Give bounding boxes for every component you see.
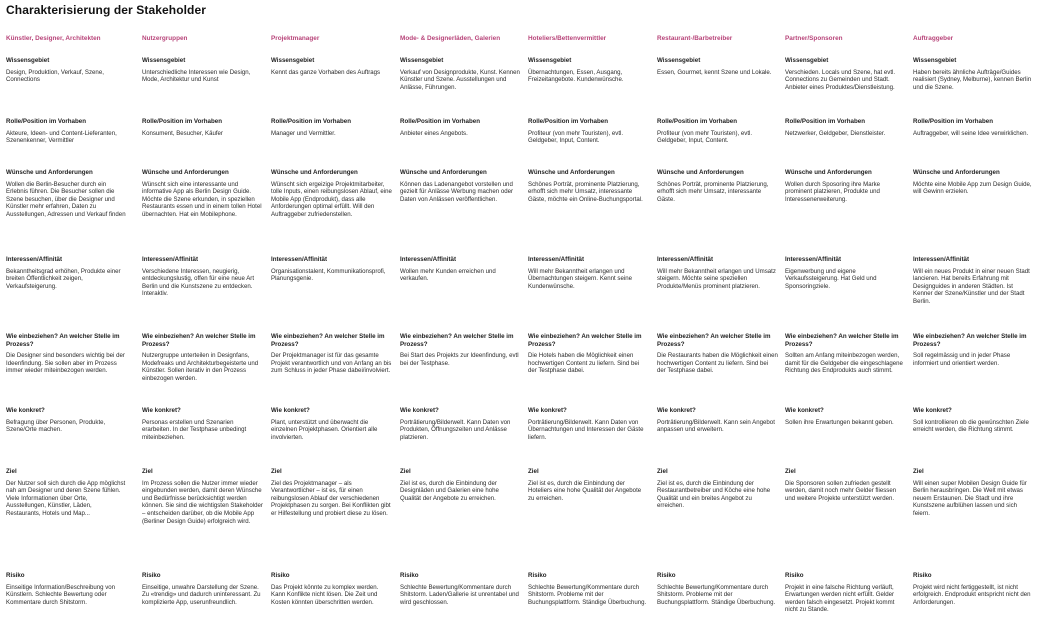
section-konkret: [6, 407, 127, 434]
section-text: Einseitige, unwahre Darstellung der Szene. Zu «trendig» und dadurch uninteressant. Zu komplizierte App, userunfreundlich.: [142, 583, 261, 606]
section-text: Haben bereits ähnliche Aufträge/Guides realisiert (Sydney, Melburne), kennen Berlin und die Szene.: [913, 68, 1032, 91]
section-label: Wie einbeziehen? An welcher Stelle im Prozess?: [913, 333, 1027, 348]
section-text: Schlechte Bewertung/Kommentare durch Shitstorm. Probleme mit der Buchungsplattform. Ständige Überbuchung.: [657, 583, 776, 606]
section-text: Im Prozess sollen die Nutzer immer wieder eingebunden werden, damit deren Wünsche und Bedürfnisse berücksichtigt werden können. Sie sind die wichtigsten Stakeholder – entscheiden darüber, ob die Mobile App (Berliner Design Guide) erfolgreich wird.: [142, 479, 263, 525]
section-risiko: [785, 572, 906, 614]
section-konkret: [528, 407, 649, 441]
section-label: Wissensgebiet: [528, 57, 572, 64]
column-header: Restaurant-/Barbetreiber: [657, 35, 733, 42]
page-title: Charakterisierung der Stakeholder: [6, 3, 207, 17]
section-konkret: [142, 407, 263, 441]
section-risiko: [6, 572, 127, 606]
section-label: Wie einbeziehen? An welcher Stelle im Prozess?: [142, 333, 256, 348]
section-text: Plant, unterstützt und überwacht die einzelnen Projektphasen. Orientiert alle involvierten.: [271, 418, 378, 441]
section-text: Essen, Gourmet, kennt Szene und Lokale.: [657, 68, 772, 76]
section-text: Der Nutzer soll sich durch die App möglichst nah am Designer und deren Szene fühlen. Viele Informationen über Orte, Ausstellungen, Künstler, Läden, Restaurants, Hotels und Map...: [6, 479, 126, 517]
section-label: Wie konkret?: [142, 407, 181, 414]
stakeholder-column: [271, 0, 392, 643]
section-label: Wünsche und Anforderungen: [271, 169, 358, 176]
section-wuensche: [142, 169, 263, 219]
section-label: Ziel: [657, 468, 668, 475]
section-einbeziehen: [528, 333, 649, 375]
section-label: Interessen/Affinität: [528, 256, 585, 263]
section-label: Wie einbeziehen? An welcher Stelle im Prozess?: [657, 333, 771, 348]
section-label: Wünsche und Anforderungen: [785, 169, 872, 176]
section-text: Sollen ihre Erwartungen bekannt geben.: [785, 418, 894, 426]
section-einbeziehen: [142, 333, 263, 383]
section-text: Konsument, Besucher, Käufer: [142, 129, 223, 137]
section-text: Nutzergruppe unterteilen in Designfans, Modefreaks und Architekturbegeisterte und Künstler. Sollen iterativ in den Prozess einbezogen werden.: [142, 352, 259, 382]
section-wuensche: [913, 169, 1034, 196]
section-risiko: [528, 572, 649, 606]
section-label: Wie konkret?: [271, 407, 310, 414]
section-text: Befragung über Personen, Produkte, Szene/Orte machen.: [6, 418, 106, 434]
section-label: Risiko: [785, 572, 804, 579]
section-ziel: [528, 468, 649, 502]
section-wissen: [271, 57, 392, 76]
section-label: Wie konkret?: [657, 407, 696, 414]
section-risiko: [400, 572, 521, 606]
section-label: Interessen/Affinität: [142, 256, 199, 263]
section-einbeziehen: [271, 333, 392, 375]
section-risiko: [913, 572, 1034, 606]
section-label: Rolle/Position im Vorhaben: [6, 118, 86, 125]
section-wissen: [528, 57, 649, 84]
column-header: Auftraggeber: [913, 35, 954, 42]
section-wuensche: [785, 169, 906, 203]
section-interessen: [142, 256, 263, 298]
section-label: Interessen/Affinität: [271, 256, 328, 263]
stakeholder-column: [400, 0, 521, 643]
section-label: Ziel: [400, 468, 411, 475]
column-header: Projektmanager: [271, 35, 320, 42]
section-label: Wie einbeziehen? An welcher Stelle im Prozess?: [271, 333, 385, 348]
section-label: Wie konkret?: [400, 407, 439, 414]
section-wissen: [400, 57, 521, 91]
section-text: Kennt das ganze Vorhaben des Auftrags: [271, 68, 381, 76]
section-label: Risiko: [400, 572, 419, 579]
section-label: Ziel: [528, 468, 539, 475]
section-text: Ziel ist es, durch die Einbindung der Designläden und Galerien eine hohe Qualität der Angebote zu erreichen.: [400, 479, 499, 502]
section-label: Wünsche und Anforderungen: [913, 169, 1000, 176]
section-text: Ziel ist es, durch die Einbindung der Hoteliers eine hohe Qualität der Angebote zu erreichen.: [528, 479, 642, 502]
section-rolle: [528, 118, 649, 145]
section-text: Soll kontrollieren ob die gewünschten Ziele erreicht werden, die Richtung stimmt.: [913, 418, 1029, 434]
section-text: Bekanntheitsgrad erhöhen, Produkte einer breiten Öffentlichkeit zeigen, Verkaufsteigerung.: [6, 267, 121, 290]
section-einbeziehen: [6, 333, 127, 375]
section-text: Möchte eine Mobile App zum Design Guide, will Gewinn erzielen.: [913, 180, 1032, 196]
section-wissen: [785, 57, 906, 91]
column-header: Hoteliers/Bettenvermittler: [528, 35, 607, 42]
section-label: Rolle/Position im Vorhaben: [657, 118, 737, 125]
section-einbeziehen: [657, 333, 778, 375]
section-text: Design, Produktion, Verkauf, Szene, Connections: [6, 68, 104, 84]
section-label: Wünsche und Anforderungen: [657, 169, 744, 176]
section-text: Ziel des Projektmanager – als Verantwortlicher – ist es, für einen reibungslosen Ablauf der verschiedenen Projektphasen zu sorgen. Bei Konflikten gibt er Hilfestellung und probiert diese zu lösen.: [271, 479, 391, 517]
section-label: Rolle/Position im Vorhaben: [785, 118, 865, 125]
section-text: Können das Ladenangebot vorstellen und gezielt für Anlässe Werbung machen oder Daten von Anlässen veröffentlichen.: [400, 180, 514, 203]
section-label: Wie konkret?: [913, 407, 952, 414]
column-header: Künstler, Designer, Architekten: [6, 35, 101, 42]
section-rolle: [271, 118, 392, 137]
section-interessen: [913, 256, 1034, 306]
section-konkret: [271, 407, 392, 441]
section-text: Ziel ist es, durch die Einbindung der Restaurantbetreiber und Köche eine hohe Qualität und ein breites Angebot zu erreichen.: [657, 479, 771, 510]
section-wissen: [657, 57, 778, 76]
section-text: Manager und Vermittler.: [271, 129, 336, 137]
section-rolle: [142, 118, 263, 137]
section-text: Wünscht sich eine interessante und informative App als Berlin Design Guide. Möchte die Szene erkunden, in speziellen Restaurants essen und in einem tollen Hotel übernachten. Hat ein Mobilephone.: [142, 180, 262, 218]
section-text: Porträtierung/Bilderwelt. Kann Daten von Übernachtungen und Interessen der Gäste liefern.: [528, 418, 644, 441]
section-ziel: [785, 468, 906, 502]
section-label: Risiko: [271, 572, 290, 579]
section-text: Das Projekt könnte zu komplex werden. Kann Konflikte nicht lösen. Die Zeit und Kosten könnten überschritten werden.: [271, 583, 379, 606]
section-label: Rolle/Position im Vorhaben: [400, 118, 480, 125]
section-label: Wissensgebiet: [657, 57, 701, 64]
section-label: Ziel: [785, 468, 796, 475]
section-label: Ziel: [142, 468, 153, 475]
section-interessen: [6, 256, 127, 290]
section-label: Risiko: [657, 572, 676, 579]
section-wissen: [6, 57, 127, 84]
section-text: Schlechte Bewertung/Kommentare durch Shitstorm. Laden/Gallerie ist unrentabel und wird geschlossen.: [400, 583, 519, 606]
section-label: Risiko: [6, 572, 25, 579]
section-label: Rolle/Position im Vorhaben: [528, 118, 608, 125]
section-text: Profiteur (von mehr Touristen), evtl. Geldgeber, Input, Content.: [657, 129, 753, 145]
section-ziel: [271, 468, 392, 518]
section-wuensche: [6, 169, 127, 219]
section-risiko: [142, 572, 263, 606]
section-label: Interessen/Affinität: [400, 256, 457, 263]
section-label: Wünsche und Anforderungen: [528, 169, 615, 176]
section-label: Wünsche und Anforderungen: [400, 169, 487, 176]
section-rolle: [657, 118, 778, 145]
section-text: Unterschiedliche Interessen wie Design, Mode, Architektur und Kunst: [142, 68, 251, 84]
section-interessen: [785, 256, 906, 290]
section-label: Interessen/Affinität: [6, 256, 63, 263]
section-text: Akteure, Ideen- und Content-Lieferanten, Szenenkenner, Vermittler: [6, 129, 117, 145]
section-text: Verschiedene Interessen, neugierig, entdeckungslustig, offen für eine neue Art Berlin und die Kunstszene zu entdecken. Interaktiv.: [142, 267, 255, 298]
section-text: Netzwerker, Geldgeber, Dienstleister.: [785, 129, 886, 137]
section-text: Will einen super Mobilen Design Guide für Berlin herausbringen. Die Welt mit etwas neuem Erstaunen. Die Stadt und ihre Kunstszene aufblühen lassen und sich feiern.: [913, 479, 1027, 517]
section-text: Auftraggeber, will seine Idee verwirklichen.: [913, 129, 1029, 137]
section-label: Wie einbeziehen? An welcher Stelle im Prozess?: [528, 333, 642, 348]
section-label: Risiko: [142, 572, 161, 579]
section-text: Will mehr Bekanntheit erlangen und Umsatz steigern. Möchte seine speziellen Produkte/Menüs prominent platzieren.: [657, 267, 776, 290]
section-konkret: [400, 407, 521, 441]
section-text: Einseitige Information/Beschreibung von Künstlern. Schlechte Bewertung oder Kommentare durch Shitstorm.: [6, 583, 116, 606]
section-konkret: [785, 407, 906, 426]
stakeholder-column: [6, 0, 127, 643]
section-text: Bei Start des Projekts zur Ideenfindung, evtl bei der Testphase.: [400, 352, 519, 367]
section-label: Wünsche und Anforderungen: [142, 169, 229, 176]
section-text: Der Projektmanager ist für das gesamte Projekt verantwortlich und von Anfang an bis zum Schluss in jeder Phase dabei/involviert.: [271, 352, 392, 375]
section-wuensche: [271, 169, 392, 219]
section-konkret: [913, 407, 1034, 434]
section-label: Wissensgebiet: [400, 57, 444, 64]
section-ziel: [913, 468, 1034, 518]
section-text: Die Designer sind besonders wichtig bei der Ideenfindung. Sie sollen aber im Prozess immer wieder miteinbezogen werden.: [6, 352, 125, 375]
section-label: Wissensgebiet: [913, 57, 957, 64]
section-label: Ziel: [271, 468, 282, 475]
column-header: Mode- & Designerläden, Galerien: [400, 35, 501, 42]
section-text: Die Restaurants haben die Möglichkeit einen hochwertigen Content zu liefern. Sind bei der Testphase dabei.: [657, 352, 778, 375]
section-ziel: [400, 468, 521, 502]
section-wuensche: [400, 169, 521, 203]
section-label: Ziel: [6, 468, 17, 475]
column-header: Nutzergruppen: [142, 35, 188, 42]
section-text: Soll regelmässig und in jeder Phase informiert und orientiert werden.: [913, 352, 1011, 367]
section-ziel: [142, 468, 263, 525]
column-header: Partner/Sponsoren: [785, 35, 843, 42]
section-label: Wissensgebiet: [271, 57, 315, 64]
section-text: Projekt in eine falsche Richtung verläuft, Erwartungen werden nicht erfüllt. Gelder werden falsch eingesetzt. Projekt kommt nicht zu Stande.: [785, 583, 895, 614]
section-label: Rolle/Position im Vorhaben: [913, 118, 993, 125]
section-risiko: [657, 572, 778, 606]
section-label: Wie konkret?: [785, 407, 824, 414]
section-interessen: [271, 256, 392, 283]
stakeholder-column: [142, 0, 263, 643]
section-text: Organisationstalent, Kommunikationsprofi, Planungsgenie.: [271, 267, 386, 283]
section-text: Wollen die Berlin-Besucher durch ein Erlebnis führen. Die Besucher sollen die Szene besuchen, über die Designer und Künstler mehr erfahren, Daten zu Ausstellungen, Adressen und Verkauf finden: [6, 180, 126, 218]
section-label: Interessen/Affinität: [785, 256, 842, 263]
section-text: Porträtierung/Bilderwelt. Kann Daten von Produkten, Öffnungszeiten und Anlässe platzieren.: [400, 418, 511, 441]
section-wissen: [913, 57, 1034, 91]
section-text: Wollen durch Sposoring ihre Marke prominent platzieren, Produkte und Interessenerweiterung.: [785, 180, 881, 203]
section-text: Will mehr Bekanntheit erlangen und Übernachtungen steigern. Kennt seine Kundenwünsche.: [528, 267, 633, 290]
section-ziel: [657, 468, 778, 510]
section-einbeziehen: [913, 333, 1034, 367]
section-text: Schönes Porträt, prominente Platzierung, erhofft sich mehr Umsatz, interessante Gäste.: [657, 180, 769, 203]
section-rolle: [913, 118, 1034, 137]
section-rolle: [6, 118, 127, 145]
section-interessen: [528, 256, 649, 290]
section-text: Porträtierung/Bilderwelt. Kann sein Angebot anpassen und erweitern.: [657, 418, 775, 434]
section-label: Wissensgebiet: [6, 57, 50, 64]
section-label: Ziel: [913, 468, 924, 475]
section-rolle: [400, 118, 521, 137]
section-text: Eigenwerbung und eigene Verkaufssteigerung. Hat Geld und Sponsoringziele.: [785, 267, 877, 290]
section-text: Übernachtungen, Essen, Ausgang, Freizeitangebote. Kundenwünsche.: [528, 68, 624, 84]
stakeholder-column: [785, 0, 906, 643]
section-label: Risiko: [913, 572, 932, 579]
stakeholder-column: [528, 0, 649, 643]
section-label: Wissensgebiet: [142, 57, 186, 64]
section-text: Projekt wird nicht fertiggestellt, ist nicht erfolgreich. Endprodukt entspricht nicht den Anforderungen.: [913, 583, 1031, 606]
stakeholder-column: [913, 0, 1034, 643]
section-label: Rolle/Position im Vorhaben: [271, 118, 351, 125]
section-label: Wie konkret?: [528, 407, 567, 414]
section-text: Wollen mehr Kunden erreichen und verkaufen.: [400, 267, 496, 283]
section-einbeziehen: [400, 333, 521, 367]
section-label: Wie konkret?: [6, 407, 45, 414]
section-text: Profiteur (von mehr Touristen), evtl. Geldgeber, Input, Content.: [528, 129, 624, 145]
section-wuensche: [657, 169, 778, 203]
section-wissen: [142, 57, 263, 84]
section-risiko: [271, 572, 392, 606]
section-text: Verschieden. Locals und Szene, hat evtl. Connections zu Gemeinden und Stadt. Anbieter eines Produktes/Dienstleistung.: [785, 68, 896, 91]
section-text: Die Hotels haben die Möglichkeit einen hochwertigen Content zu liefern. Sind bei der Testphase dabei.: [528, 352, 640, 375]
section-label: Wünsche und Anforderungen: [6, 169, 93, 176]
section-label: Wie einbeziehen? An welcher Stelle im Prozess?: [6, 333, 120, 348]
section-label: Rolle/Position im Vorhaben: [142, 118, 222, 125]
section-label: Wie einbeziehen? An welcher Stelle im Prozess?: [785, 333, 899, 348]
section-interessen: [657, 256, 778, 290]
section-label: Interessen/Affinität: [913, 256, 970, 263]
section-label: Wie einbeziehen? An welcher Stelle im Prozess?: [400, 333, 514, 348]
section-interessen: [400, 256, 521, 283]
section-ziel: [6, 468, 127, 518]
section-text: Die Sponsoren sollen zufrieden gestellt werden, damit noch mehr Gelder fliessen und weitere Projekte unterstützt werden.: [785, 479, 897, 502]
section-label: Wissensgebiet: [785, 57, 829, 64]
section-einbeziehen: [785, 333, 906, 375]
section-rolle: [785, 118, 906, 137]
stakeholder-column: [657, 0, 778, 643]
section-wuensche: [528, 169, 649, 203]
section-label: Risiko: [528, 572, 547, 579]
section-text: Will ein neues Produkt in einer neuen Stadt lancieren. Hat bereits Erfahrung mit Designguides in anderen Städten. Ist Kenner der Szene/Künstler und der Stadt Berlin.: [913, 267, 1030, 305]
section-text: Schlechte Bewertung/Kommentare durch Shitstorm. Probleme mit der Buchungsplattform. Ständige Überbuchung.: [528, 583, 647, 606]
section-konkret: [657, 407, 778, 434]
section-text: Wünscht sich ergeizige Projektmitarbeiter, tolle Inputs, einen reibungslosen Ablauf, eine Mobile App (Endprodukt), dass alle Anforderungen optimal erfüllt. Will den Auftraggeber zufriedenstellen.: [271, 180, 392, 218]
section-text: Personas erstellen und Szenarien erarbeiten. In der Testphase unbedingt miteinbeziehen.: [142, 418, 247, 441]
section-text: Anbieter eines Angebots.: [400, 129, 468, 137]
section-text: Sollten am Anfang miteinbezogen werden, damit für die Geldgeber die eingeschlagene Richtung des Endprodukts auch stimmt.: [785, 352, 903, 375]
section-label: Interessen/Affinität: [657, 256, 714, 263]
section-text: Schönes Porträt, prominente Platzierung, erhofft sich mehr Umsatz, interessante Gäste, möchte ein Online-Buchungsportal.: [528, 180, 643, 203]
section-text: Verkauf von Designprodukte, Kunst. Kennen Künstler und Szene. Ausstellungen und Anlässe, Führungen.: [400, 68, 520, 91]
